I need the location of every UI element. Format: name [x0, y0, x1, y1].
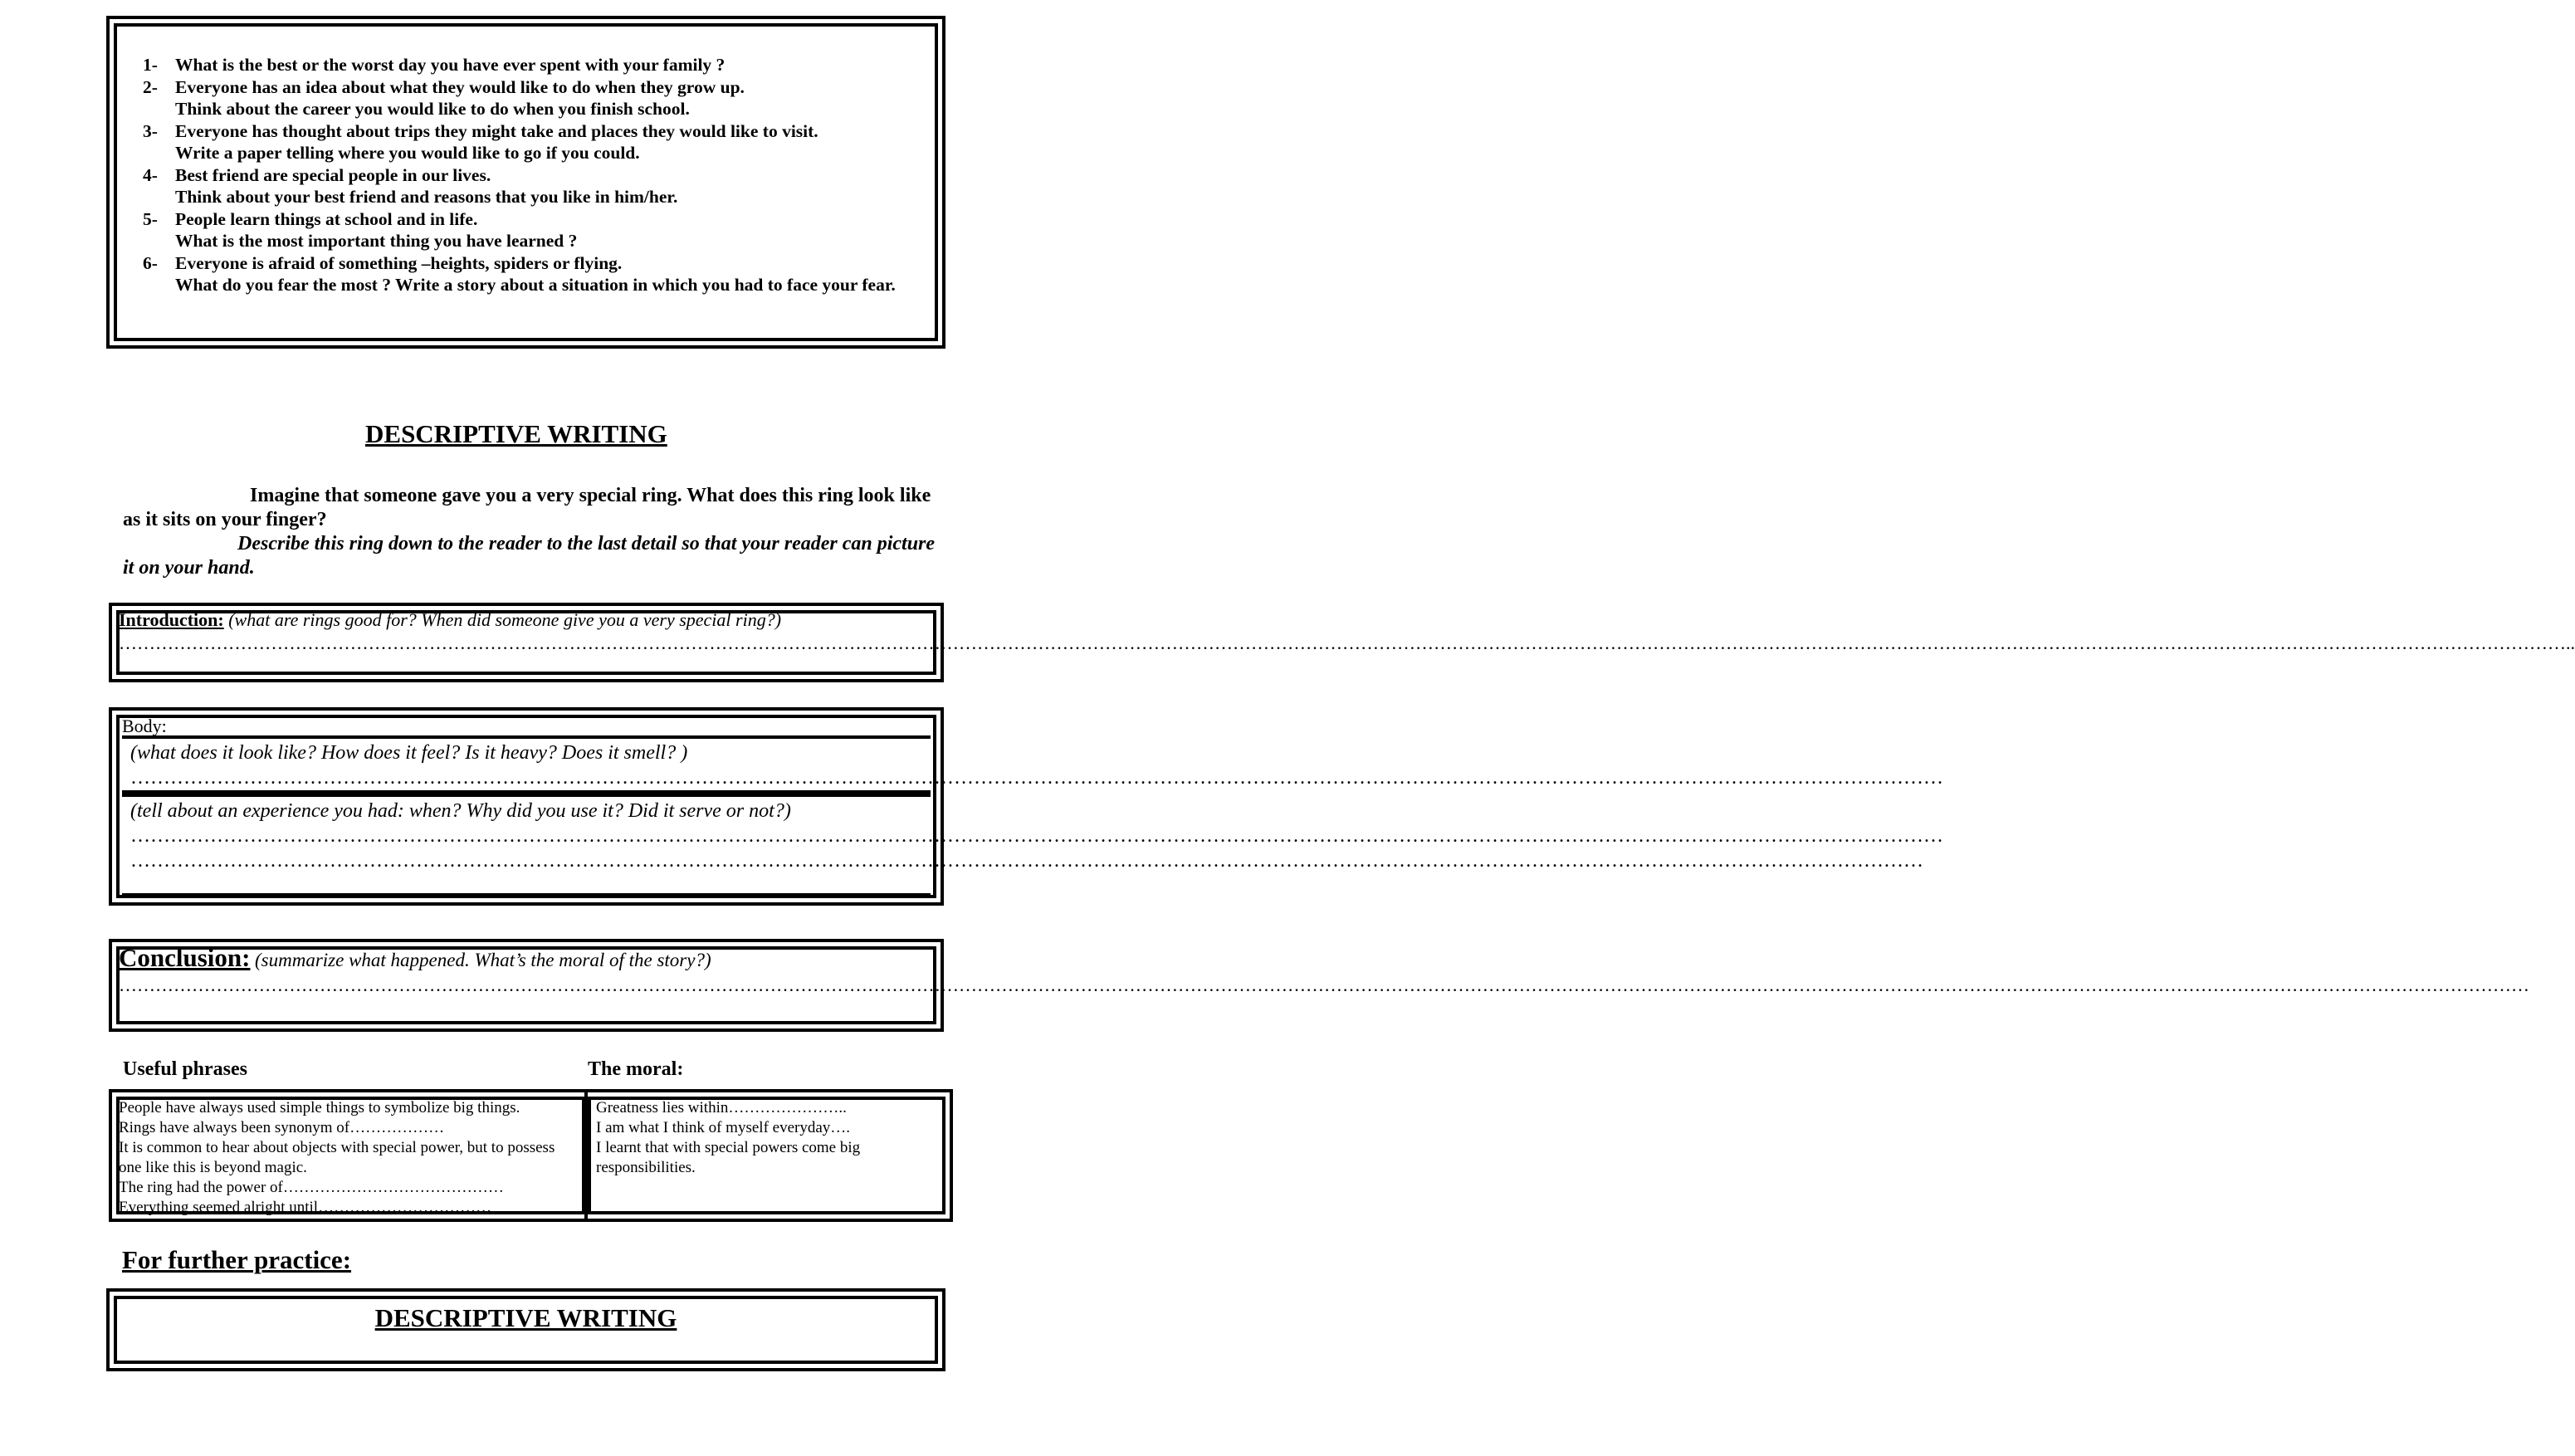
introduction-box — [109, 603, 2575, 682]
useful-phrases-box — [109, 1089, 589, 1222]
topics-box — [106, 16, 945, 349]
topic-list — [143, 54, 926, 296]
body-experience-section — [122, 794, 1943, 897]
further-practice-label: For further practice: — [122, 1245, 352, 1274]
moral-label: The moral: — [588, 1058, 684, 1080]
moral-line: I am what I think of myself everyday…. — [596, 1119, 851, 1136]
conclusion-box — [109, 939, 2529, 1032]
writing-line[interactable]: ……………………………………………………………………………………………………………………………………………………………………………………………………………………………………………… — [130, 850, 1923, 872]
introduction-hint: (what are rings good for? When did someone give you a very special ring?) — [228, 609, 782, 630]
useful-phrases-label: Useful phrases — [123, 1058, 248, 1080]
introduction-heading — [119, 608, 934, 632]
body-box — [109, 707, 1943, 906]
phrase-line: Rings have always been synonym of……………… — [119, 1119, 445, 1136]
writing-line[interactable]: …………………………………………………………………………………………………………………………………………………………………………………………………………………………………………………………………………………………………………………………………………………………………….. — [119, 633, 2575, 653]
phrase-line: The ring had the power of…………………………………… — [119, 1179, 504, 1196]
list-item: 5- People learn things at school and in life. What is the most important thing you have learned ? — [143, 208, 578, 251]
moral-line: Greatness lies within………………….. — [596, 1099, 847, 1116]
list-item: 2- Everyone has an idea about what they would like to do when they grow up. Think about the career you would like to do when you finish school. — [143, 76, 745, 119]
prompt-instruction: Describe this ring down to the reader to the last detail so that your reader can picture it on your hand. — [123, 533, 936, 579]
writing-line[interactable]: ………………………………………………………………………………………………………………………………………………………………………………………………………………………………………………… — [130, 767, 1943, 789]
phrase-line: People have always used simple things to symbolize big things. — [119, 1099, 520, 1116]
page-title: DESCRIPTIVE WRITING — [365, 419, 667, 448]
further-practice-title: DESCRIPTIVE WRITING — [374, 1303, 677, 1332]
writing-line[interactable]: ………………………………………………………………………………………………………………………………………………………………………………………………………………………………………………… — [130, 825, 1943, 847]
conclusion-heading — [119, 943, 934, 972]
list-item: 3- Everyone has thought about trips they might take and places they would like to visit. Write a paper telling where you would like to go if you could. — [143, 120, 818, 163]
conclusion-label: Conclusion: — [119, 943, 251, 972]
body-description-section — [122, 735, 1943, 794]
prompt-question: Imagine that someone gave you a very special ring. What does this ring look like as it sits on your finger? — [123, 485, 931, 530]
further-practice-box — [106, 1288, 945, 1371]
writing-line[interactable]: ……………………………………………………………………………………………………………………………………………………………………………………………………………………………………………………………………………………………………………………………………………………………… — [119, 975, 2529, 995]
conclusion-hint: (summarize what happened. What’s the moral of the story?) — [254, 950, 711, 970]
introduction-label: Introduction: — [119, 609, 224, 630]
moral-line: I learnt that with special powers come big responsibilities. — [596, 1139, 861, 1176]
phrase-line: It is common to hear about objects with special power, but to possess one like this is beyond magic. — [119, 1139, 555, 1176]
body-hint-experience: (tell about an experience you had: when? Why did you use it? Did it serve or not?) — [130, 800, 791, 822]
phrase-line: Everything seemed alright until…………………………… — [119, 1199, 492, 1216]
list-item: 1- What is the best or the worst day you have ever spent with your family ? — [143, 55, 726, 75]
list-item: 6- Everyone is afraid of something –heights, spiders or flying. What do you fear the most ? Write a story about a situation in which you had to face your fear. — [143, 252, 896, 295]
list-item: 4- Best friend are special people in our lives. Think about your best friend and reasons that you like in him/her. — [143, 164, 678, 207]
body-hint-description: (what does it look like? How does it feel? Is it heavy? Does it smell? ) — [130, 742, 688, 764]
body-label: Body: — [122, 716, 167, 736]
moral-box — [584, 1089, 953, 1222]
